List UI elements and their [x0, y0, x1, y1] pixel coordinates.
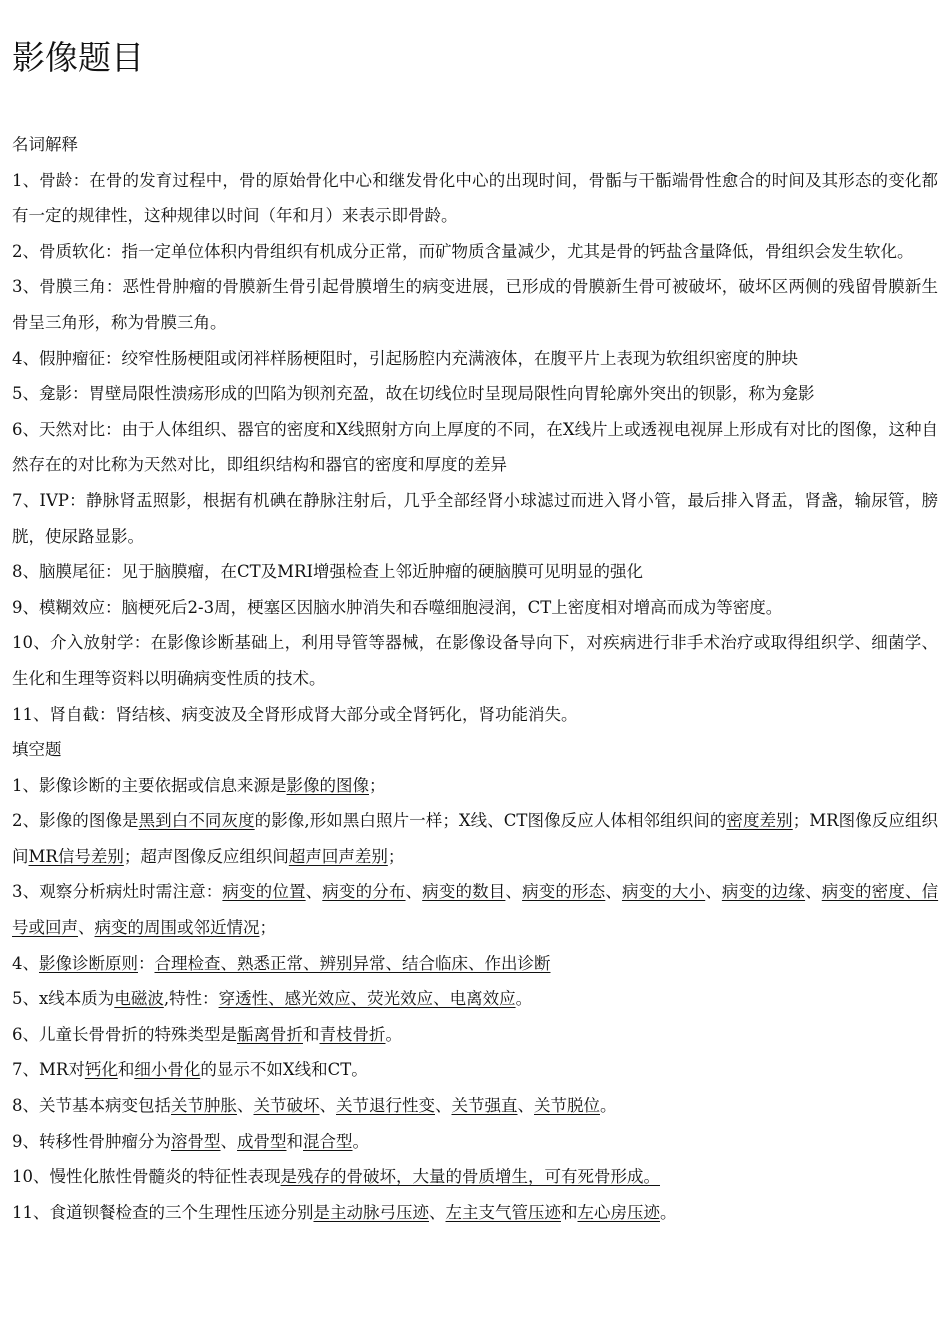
answer-text: 病变的大小 [621, 882, 706, 902]
answer-text: 穿透性、感光效应、荧光效应、电离效应 [218, 989, 516, 1009]
definition-item [12, 163, 938, 234]
item-text: 10、介入放射学：在影像诊断基础上，利用导管等器械，在影像设备导向下，对疾病进行非手术治疗或取得组织学、细菌学、生化和生理等资料以明确病变性质的技术。 [12, 633, 938, 688]
item-text: 8、脑膜尾征：见于脑膜瘤，在CT及MRI增强检查上邻近肿瘤的硬脑膜可见明显的强化 [12, 562, 643, 582]
answer-text: 成骨型 [237, 1131, 287, 1151]
definition-item [12, 590, 938, 626]
answer-text: 青枝骨折 [319, 1024, 386, 1044]
item-text: 、 [78, 918, 95, 938]
definition-item [12, 483, 938, 554]
item-text: 1、骨龄：在骨的发育过程中，骨的原始骨化中心和继发骨化中心的出现时间，骨骺与干骺端骨性愈合的时间及其形态的变化都有一定的规律性，这种规律以时间（年和月）来表示即骨龄。 [12, 170, 938, 226]
item-text: 9、转移性骨肿瘤分为 [12, 1131, 171, 1151]
fill-in-item [12, 1088, 938, 1124]
answer-text: 钙化 [84, 1060, 118, 1080]
answer-text: 病变的密度、信号或回声 [12, 882, 939, 938]
item-text: 、 [505, 882, 523, 902]
item-text: 11、肾自截：肾结核、病变波及全肾形成肾大部分或全肾钙化，肾功能消失。 [12, 704, 578, 724]
item-text: 、 [517, 1096, 534, 1116]
item-text: 10、慢性化脓性骨髓炎的特征性表现 [12, 1167, 281, 1187]
item-text: 9、模糊效应：脑梗死后2-3周，梗塞区因脑水肿消失和吞噬细胞浸润，CT上密度相对增高而成为等密度。 [12, 597, 783, 617]
definition-item [12, 376, 938, 412]
item-text: ； [259, 918, 276, 938]
answer-text: 病变的周围或邻近情况 [94, 918, 260, 938]
definition-item [12, 269, 938, 340]
fill-in-item [12, 981, 938, 1017]
item-text: 和 [303, 1024, 320, 1044]
fill-in-item [12, 946, 938, 982]
item-text: 5、龛影：胃壁局限性溃疡形成的凹陷为钡剂充盈，故在切线位时呈现局限性向胃轮廓外突出的钡影，称为龛影 [12, 384, 815, 404]
definition-item [12, 341, 938, 377]
answer-text: 溶骨型 [171, 1131, 221, 1151]
fill-in-item [12, 768, 938, 804]
fill-in-item [12, 1159, 938, 1195]
item-text: 3、观察分析病灶时需注意： [12, 882, 223, 902]
item-text: ： [138, 953, 155, 973]
item-text: 的显示不如X线和CT。 [200, 1060, 368, 1080]
definition-item [12, 697, 938, 733]
answer-text: 病变的数目 [422, 882, 506, 902]
answer-text: 病变的边缘 [721, 882, 806, 902]
item-text: 的影像,形如黑白照片一样；X线、CT图像反应人体相邻组织间的 [254, 811, 727, 831]
item-text: 4、假肿瘤征：绞窄性肠梗阻或闭袢样肠梗阻时，引起肠腔内充满液体，在腹平片上表现为软组织密度的肿块 [12, 348, 798, 368]
answer-text: 骺离骨折 [237, 1024, 303, 1044]
answer-text: 是残存的骨破坏，大量的骨质增生，可有死骨形成。 [280, 1167, 660, 1187]
answer-text: 细小骨化 [134, 1060, 201, 1080]
answer-text: 关节破坏 [253, 1096, 320, 1116]
item-text: 6、儿童长骨骨折的特殊类型是 [12, 1024, 237, 1044]
item-text: ,特性： [163, 989, 219, 1009]
item-text: 2、骨质软化：指一定单位体积内骨组织有机成分正常，而矿物质含量减少，尤其是骨的钙盐含量降低，骨组织会发生软化。 [12, 241, 914, 261]
item-text: 、 [305, 882, 323, 902]
item-text: 4、 [12, 953, 39, 973]
item-text: ；MR图像反应组织间 [12, 811, 939, 866]
item-text: 3、骨膜三角：恶性骨肿瘤的骨膜新生骨引起骨膜增生的病变进展，已形成的骨膜新生骨可被破坏，破坏区两侧的残留骨膜新生骨呈三角形，称为骨膜三角。 [12, 277, 938, 332]
item-text: 和 [117, 1060, 135, 1080]
answer-text: 关节脱位 [534, 1096, 600, 1116]
item-text: 7、IVP：静脉肾盂照影，根据有机碘在静脉注射后，几乎全部经肾小球滤过而进入肾小管，最后排入肾盂，肾盏，输尿管，膀胱，使尿路显影。 [12, 490, 938, 546]
definition-item [12, 234, 938, 270]
item-text: 、 [605, 882, 622, 902]
item-text: 8、关节基本病变包括 [12, 1096, 171, 1116]
item-text: 。 [352, 1131, 369, 1151]
item-text: 。 [385, 1024, 402, 1044]
item-text: 1、影像诊断的主要依据或信息来源是 [12, 775, 287, 795]
item-text: 。 [660, 1202, 677, 1222]
item-text: 、 [805, 882, 822, 902]
item-text: 5、x线本质为 [12, 989, 115, 1009]
answer-text: 左主支气管压迹 [445, 1202, 561, 1222]
answer-text: 超声回声差别 [288, 846, 388, 866]
item-text: ； [369, 775, 386, 795]
item-text: 、 [705, 882, 722, 902]
item-text: 、 [435, 1096, 452, 1116]
answer-text: 是主动脉弓压迹 [313, 1202, 429, 1222]
section-definitions [12, 127, 938, 732]
item-text: 、 [237, 1096, 254, 1116]
item-text: 7、MR对 [12, 1060, 85, 1080]
item-text: 、 [405, 882, 423, 902]
fill-in-item [12, 803, 938, 874]
fill-in-item [12, 1195, 938, 1231]
answer-text: 混合型 [303, 1131, 353, 1151]
answer-text: 关节退行性变 [336, 1096, 435, 1116]
definition-item [12, 412, 938, 483]
page-title: 影像题目 [12, 38, 144, 77]
item-text: ；超声图像反应组织间 [123, 846, 289, 866]
answer-text: 电磁波 [114, 989, 164, 1009]
section-heading: 名词解释 [12, 135, 78, 154]
answer-text: 关节强直 [451, 1096, 518, 1116]
definition-item [12, 554, 938, 590]
answer-text: 影像的图像 [286, 775, 369, 795]
section-fill-in [12, 732, 938, 1230]
fill-in-item [12, 1124, 938, 1160]
item-text: ； [387, 846, 405, 866]
definition-list [12, 163, 938, 733]
item-text: 、 [220, 1131, 237, 1151]
answer-text: 病变的形态 [522, 882, 606, 902]
fill-in-item [12, 1017, 938, 1053]
answer-text: 合理检查、熟悉正常、辨别异常、结合临床、作出诊断 [154, 953, 551, 973]
answer-text: 密度差别 [726, 811, 793, 831]
item-text: 11、食道钡餐检查的三个生理性压迹分别 [12, 1202, 314, 1222]
document-body [12, 127, 938, 1230]
item-text: 2、影像的图像是 [12, 811, 139, 831]
item-text: 。 [600, 1096, 617, 1116]
item-text: 和 [561, 1202, 578, 1222]
section-heading: 填空题 [12, 740, 62, 760]
answer-text: 黑到白不同灰度 [138, 811, 255, 831]
answer-text: 左心房压迹 [577, 1202, 660, 1222]
fill-in-item [12, 1052, 938, 1088]
answer-text: MR信号差别 [28, 846, 124, 866]
answer-text: 病变的位置 [222, 882, 306, 902]
answer-text: 影像诊断原则 [39, 953, 138, 973]
answer-text: 关节肿胀 [171, 1096, 237, 1116]
fill-in-list [12, 768, 938, 1231]
fill-in-item [12, 874, 938, 945]
item-text: 6、天然对比：由于人体组织、器官的密度和X线照射方向上厚度的不同，在X线片上或透视电视屏上形成有对比的图像，这种自然存在的对比称为天然对比，即组织结构和器官的密度和厚度的差异 [12, 419, 938, 475]
item-text: 、 [429, 1202, 446, 1222]
item-text: 。 [515, 989, 533, 1009]
item-text: 和 [286, 1131, 303, 1151]
definition-item [12, 625, 938, 696]
item-text: 、 [319, 1096, 336, 1116]
answer-text: 病变的分布 [322, 882, 406, 902]
